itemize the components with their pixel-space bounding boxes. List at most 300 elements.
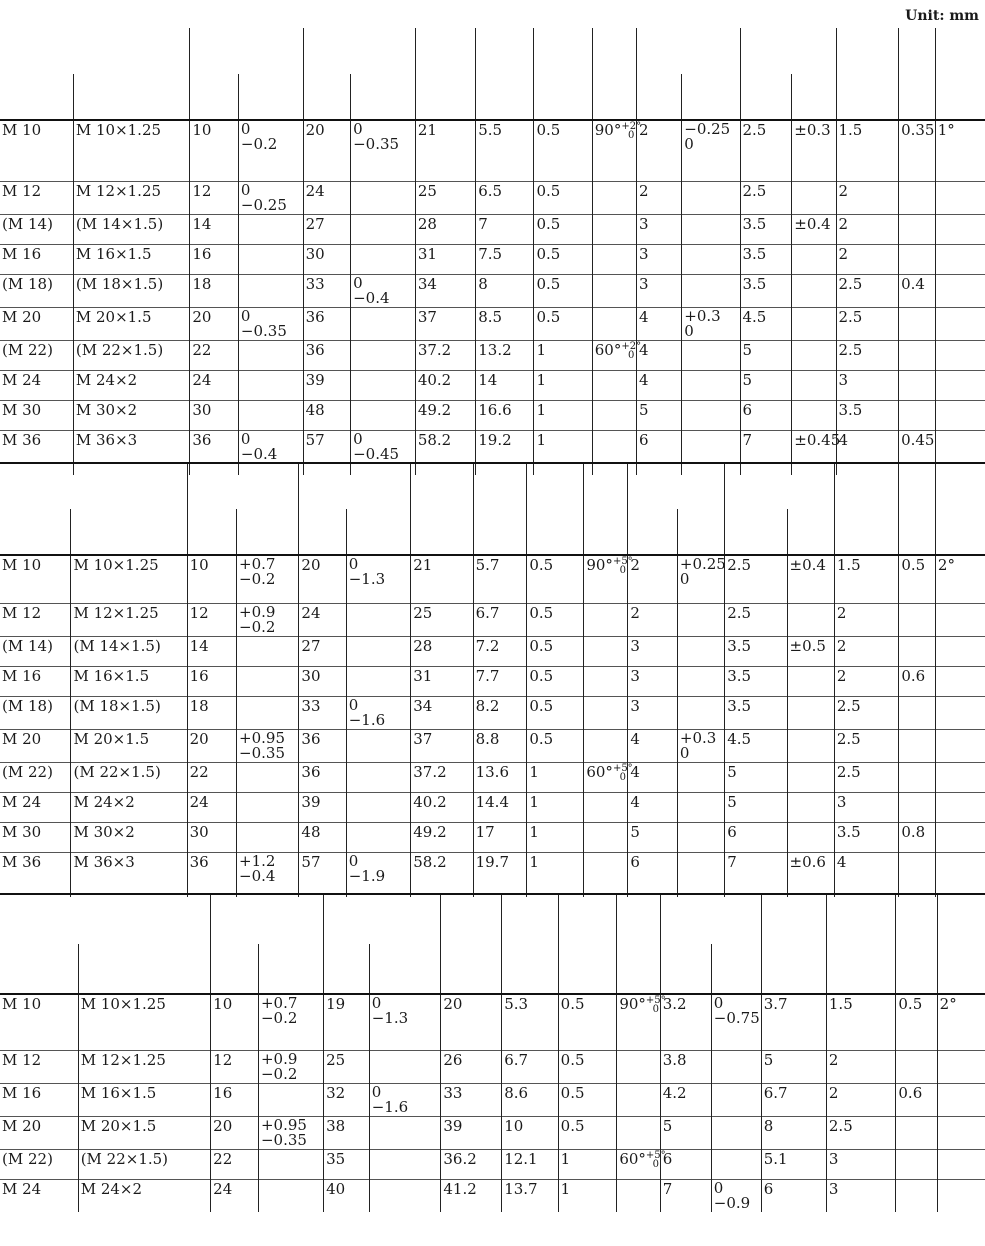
ef-max-header xyxy=(899,74,936,120)
cell-a-t xyxy=(677,729,724,762)
cell-z xyxy=(834,729,899,762)
cell-c xyxy=(558,1083,617,1116)
col-a-header xyxy=(660,894,761,944)
value-b-b: 4.5 xyxy=(727,729,752,748)
cell-dpk xyxy=(411,603,473,636)
value-z: 1.5 xyxy=(828,995,853,1013)
cell-dk-t xyxy=(346,696,411,729)
value-fine: M 16×1.5 xyxy=(75,244,152,263)
value-ef: 0.45 xyxy=(901,430,935,449)
cell-k xyxy=(473,729,527,762)
cell-dk-b xyxy=(299,666,346,696)
value-z: 2 xyxy=(836,603,847,622)
cell-dk-b xyxy=(299,555,346,603)
cell-theta xyxy=(592,370,636,400)
value-dpk: 58.2 xyxy=(417,430,452,449)
cell-ef xyxy=(899,666,936,696)
cell-c xyxy=(534,340,592,370)
tolerance-value: +0.25 0 xyxy=(679,555,726,588)
col-b-min-header xyxy=(761,944,826,994)
cell-c xyxy=(558,1149,617,1179)
dpk-reference-header xyxy=(441,944,502,994)
tolerance-value: 0 −0.75 xyxy=(713,994,760,1027)
cell-dk-b xyxy=(324,994,370,1050)
value-c: 0.5 xyxy=(560,1050,585,1069)
value-c: 0.5 xyxy=(529,696,554,715)
dk-tolerance-header xyxy=(369,944,441,994)
cell-theta xyxy=(617,1179,660,1212)
ds-tolerance-header xyxy=(238,74,303,120)
cell-coarse xyxy=(0,792,71,822)
value-dk-b: 33 xyxy=(301,696,321,715)
col-a-basic-header xyxy=(660,944,711,994)
cell-coarse xyxy=(0,1149,78,1179)
value-a-b: 4 xyxy=(630,762,640,781)
cell-ef xyxy=(899,822,936,852)
cell-theta xyxy=(592,244,636,274)
table-row xyxy=(0,994,985,1050)
value-k: 6.5 xyxy=(478,181,503,200)
value-ds-b: 22 xyxy=(213,1149,233,1168)
value-k: 14.4 xyxy=(475,792,509,811)
value-fine: (M 22×1.5) xyxy=(75,340,164,359)
value-dpk: 28 xyxy=(413,636,433,655)
cell-ds-t xyxy=(238,244,303,274)
cell-g xyxy=(935,603,985,636)
table-row xyxy=(0,214,985,244)
cell-ds-b xyxy=(187,555,236,603)
value-fine: M 30×2 xyxy=(75,400,138,419)
cell-z xyxy=(836,307,899,340)
cell-ef xyxy=(899,340,936,370)
cell-fine xyxy=(73,340,190,370)
g-header xyxy=(937,894,985,944)
cell-ds-t xyxy=(237,555,299,603)
cell-dpk xyxy=(415,214,475,244)
theta-header xyxy=(617,894,660,994)
table-row xyxy=(0,603,985,636)
value-z: 2 xyxy=(838,244,849,263)
value-b-b: 5 xyxy=(742,370,753,389)
value-c: 0.5 xyxy=(536,244,561,263)
theta-tolerance: +5° 0 xyxy=(612,762,633,783)
table-row xyxy=(0,822,985,852)
value-z: 3 xyxy=(828,1149,839,1168)
value-fine: (M 22×1.5) xyxy=(80,1149,169,1168)
ds-basic-header xyxy=(187,509,236,555)
cell-dk-b xyxy=(299,603,346,636)
cell-g xyxy=(937,994,985,1050)
dpk-header xyxy=(415,28,475,74)
theta-value: 90° xyxy=(594,121,622,139)
g-max-header xyxy=(935,74,985,120)
value-ds-b: 14 xyxy=(192,214,212,233)
cell-dpk xyxy=(411,822,473,852)
cell-a-b xyxy=(636,274,681,307)
cell-c xyxy=(558,1179,617,1212)
value-k: 7.5 xyxy=(478,244,503,263)
value-dpk: 25 xyxy=(417,181,437,200)
cell-coarse xyxy=(0,603,71,636)
col-a-tolerance-header xyxy=(677,509,724,555)
tolerance-value: 0 −0.4 xyxy=(240,429,278,463)
value-dk-b: 20 xyxy=(301,556,321,574)
cell-ds-t xyxy=(237,696,299,729)
value-k: 19.2 xyxy=(478,430,512,449)
cell-dk-t xyxy=(351,120,416,181)
cell-k xyxy=(473,762,527,792)
table-row xyxy=(0,1050,985,1083)
coarse-header xyxy=(0,74,73,120)
cell-fine xyxy=(73,400,190,430)
ds-header xyxy=(190,28,303,74)
cell-b-b xyxy=(740,214,792,244)
theta-header xyxy=(584,463,628,555)
cell-z xyxy=(826,1149,896,1179)
cell-c xyxy=(534,181,592,214)
value-dk-b: 57 xyxy=(301,852,321,871)
value-c: 0.5 xyxy=(529,729,554,748)
value-b-b: 2.5 xyxy=(727,603,752,622)
cell-b-t xyxy=(787,603,834,636)
cell-dk-b xyxy=(303,120,350,181)
cell-a-b xyxy=(660,1083,711,1116)
cell-dk-b xyxy=(299,822,346,852)
cell-theta xyxy=(592,181,636,214)
col-a-basic-header xyxy=(628,509,677,555)
cell-a-t xyxy=(711,1149,761,1179)
k-header xyxy=(476,28,534,74)
value-coarse: M 12 xyxy=(2,1050,42,1069)
dk-header xyxy=(303,28,415,74)
cell-b-t xyxy=(792,181,836,214)
cell-dk-b xyxy=(299,762,346,792)
value-fine: M 36×3 xyxy=(73,852,135,871)
ds-tolerance-header xyxy=(237,509,299,555)
cell-a-t xyxy=(682,340,740,370)
cell-g xyxy=(935,214,985,244)
tolerance-value: +0.9 −0.2 xyxy=(260,1049,298,1083)
value-fine: M 10×1.25 xyxy=(75,121,162,139)
value-b-b: 3.5 xyxy=(742,214,767,233)
cell-a-t xyxy=(677,822,724,852)
value-dk-b: 35 xyxy=(326,1149,346,1168)
cell-theta xyxy=(592,214,636,244)
cell-a-b xyxy=(636,340,681,370)
cell-a-b xyxy=(636,400,681,430)
value-ef: 0.6 xyxy=(901,666,926,685)
value-dk-b: 24 xyxy=(301,603,321,622)
cell-a-b xyxy=(628,666,677,696)
c-header xyxy=(534,28,592,120)
value-coarse: M 30 xyxy=(2,822,42,841)
cell-a-b xyxy=(636,370,681,400)
cell-g xyxy=(935,822,985,852)
z-header xyxy=(826,894,896,994)
ef-header xyxy=(896,894,937,944)
ds-header xyxy=(187,463,299,509)
dk-tolerance-header xyxy=(346,509,411,555)
cell-ef xyxy=(899,636,936,666)
cell-ef xyxy=(899,214,936,244)
value-ef: 0.5 xyxy=(901,556,926,574)
cell-dpk xyxy=(415,181,475,214)
cell-z xyxy=(834,762,899,792)
value-z: 2.5 xyxy=(836,729,861,748)
value-coarse: (M 14) xyxy=(2,214,53,233)
cell-dpk xyxy=(441,1149,502,1179)
value-z: 2.5 xyxy=(838,307,863,326)
cell-dpk xyxy=(441,1179,502,1212)
value-c: 0.5 xyxy=(536,274,561,293)
cell-a-b xyxy=(628,603,677,636)
value-c: 1 xyxy=(560,1179,571,1198)
k-header xyxy=(502,894,558,944)
cell-c xyxy=(534,214,592,244)
cell-dpk xyxy=(415,340,475,370)
cell-dk-t xyxy=(351,340,416,370)
ef-header xyxy=(899,463,936,509)
cell-dk-t xyxy=(346,555,411,603)
value-coarse: M 20 xyxy=(2,307,42,326)
cell-fine xyxy=(78,994,210,1050)
cell-a-t xyxy=(711,1050,761,1083)
cell-b-b xyxy=(761,1083,826,1116)
value-fine: (M 14×1.5) xyxy=(73,636,161,655)
cell-b-b xyxy=(725,603,787,636)
cell-coarse xyxy=(0,1050,78,1083)
cell-a-b xyxy=(660,994,711,1050)
value-fine: M 10×1.25 xyxy=(73,556,159,574)
cell-theta xyxy=(592,274,636,307)
value-z: 3 xyxy=(828,1179,839,1198)
cell-a-t xyxy=(711,1083,761,1116)
value-a-b: 3.8 xyxy=(662,1050,687,1069)
table-row xyxy=(0,852,985,897)
cell-b-b xyxy=(725,792,787,822)
cell-fine xyxy=(71,666,187,696)
cell-c xyxy=(558,1116,617,1149)
cell-ds-t xyxy=(258,1050,323,1083)
cell-theta xyxy=(592,120,642,181)
value-z: 2 xyxy=(836,636,847,655)
designation-header xyxy=(0,28,190,74)
value-fine: M 30×2 xyxy=(73,822,135,841)
value-dpk: 39 xyxy=(443,1116,463,1135)
g-header xyxy=(935,463,985,509)
value-c: 1 xyxy=(529,822,539,841)
value-z: 1.5 xyxy=(836,556,861,574)
value-dk-b: 20 xyxy=(305,121,325,139)
value-coarse: (M 22) xyxy=(2,762,53,781)
cell-dpk xyxy=(411,852,473,897)
header-row-primary xyxy=(0,894,985,944)
cell-theta xyxy=(617,994,666,1050)
cell-k xyxy=(476,370,534,400)
value-g: 2° xyxy=(937,556,955,574)
cell-dk-t xyxy=(351,274,416,307)
value-c: 0.5 xyxy=(529,666,554,685)
value-ef: 0.5 xyxy=(898,995,923,1013)
value-b-b: 2.5 xyxy=(742,121,767,139)
cell-z xyxy=(826,994,896,1050)
cell-dpk xyxy=(411,666,473,696)
col-a-tolerance-header xyxy=(682,74,740,120)
cell-coarse xyxy=(0,994,78,1050)
cell-ds-t xyxy=(238,120,303,181)
value-k: 16.6 xyxy=(478,400,512,419)
cell-dk-b xyxy=(299,696,346,729)
value-k: 5.5 xyxy=(478,121,503,139)
cell-dk-t xyxy=(351,214,416,244)
value-dk-b: 48 xyxy=(305,400,325,419)
cell-ef xyxy=(899,762,936,792)
value-ds-b: 24 xyxy=(189,792,209,811)
value-fine: M 12×1.25 xyxy=(80,1050,166,1069)
tolerance-value: +0.7 −0.2 xyxy=(239,555,276,588)
cell-z xyxy=(836,274,899,307)
value-dk-b: 27 xyxy=(305,214,325,233)
cell-ds-b xyxy=(187,729,236,762)
table-row xyxy=(0,340,985,370)
cell-b-t xyxy=(787,729,834,762)
value-c: 1 xyxy=(536,430,547,449)
cell-z xyxy=(826,1179,896,1212)
cell-ef xyxy=(896,1149,937,1179)
cell-g xyxy=(935,274,985,307)
table-row xyxy=(0,181,985,214)
cell-g xyxy=(935,696,985,729)
cell-dpk xyxy=(415,244,475,274)
g-header xyxy=(935,28,985,74)
value-b-b: 5.1 xyxy=(763,1149,788,1168)
cell-a-b xyxy=(636,181,681,214)
value-fine: (M 18×1.5) xyxy=(75,274,164,293)
cell-b-t xyxy=(792,274,836,307)
cell-ef xyxy=(899,852,936,897)
value-k: 13.2 xyxy=(478,340,512,359)
value-dk-b: 32 xyxy=(326,1083,346,1102)
value-dk-b: 38 xyxy=(326,1116,346,1135)
cell-a-b xyxy=(628,822,677,852)
cell-a-t xyxy=(682,400,740,430)
cell-c xyxy=(534,307,592,340)
cell-dk-b xyxy=(303,181,350,214)
tolerance-value: 0 −0.9 xyxy=(713,1178,751,1212)
cell-a-b xyxy=(628,696,677,729)
cell-dpk xyxy=(411,729,473,762)
cell-dk-b xyxy=(303,244,350,274)
cell-theta xyxy=(584,822,628,852)
cell-theta xyxy=(584,636,628,666)
cell-b-t xyxy=(787,822,834,852)
value-ds-b: 18 xyxy=(189,696,209,715)
dk-basic-header xyxy=(303,74,350,120)
cell-fine xyxy=(71,822,187,852)
cell-c xyxy=(527,666,584,696)
cell-coarse xyxy=(0,1083,78,1116)
cell-g xyxy=(935,340,985,370)
value-b-t: ±0.4 xyxy=(789,556,826,574)
cell-ef xyxy=(899,603,936,636)
table-row xyxy=(0,1116,985,1149)
cell-ef xyxy=(899,400,936,430)
value-coarse: (M 14) xyxy=(2,636,53,655)
cell-fine xyxy=(73,274,190,307)
table-row xyxy=(0,729,985,762)
value-fine: M 24×2 xyxy=(75,370,138,389)
cell-b-t xyxy=(792,244,836,274)
value-coarse: M 12 xyxy=(2,181,42,200)
cell-coarse xyxy=(0,1179,78,1212)
cell-b-t xyxy=(787,555,834,603)
cell-z xyxy=(834,636,899,666)
cell-a-t xyxy=(682,274,740,307)
cell-a-t xyxy=(677,666,724,696)
cell-b-b xyxy=(725,555,787,603)
cell-dpk xyxy=(415,120,475,181)
cell-b-t xyxy=(792,307,836,340)
cell-dk-t xyxy=(351,244,416,274)
cell-fine xyxy=(73,120,190,181)
value-c: 0.5 xyxy=(560,1083,585,1102)
value-a-b: 4 xyxy=(638,340,649,359)
cell-c xyxy=(534,400,592,430)
cell-g xyxy=(937,1083,985,1116)
value-b-b: 2.5 xyxy=(742,181,767,200)
cell-k xyxy=(473,792,527,822)
value-c: 0.5 xyxy=(529,556,554,574)
table-row xyxy=(0,1149,985,1179)
value-z: 2 xyxy=(838,181,849,200)
cell-a-t xyxy=(711,994,761,1050)
value-ds-b: 16 xyxy=(213,1083,233,1102)
value-c: 1 xyxy=(529,762,539,781)
value-fine: M 12×1.25 xyxy=(73,603,159,622)
dpk-reference-header xyxy=(415,74,475,120)
value-dk-b: 36 xyxy=(301,729,321,748)
cell-dpk xyxy=(415,370,475,400)
cell-k xyxy=(502,1083,558,1116)
value-a-b: 6 xyxy=(662,1149,673,1168)
cell-coarse xyxy=(0,181,73,214)
value-k: 14 xyxy=(478,370,498,389)
theta-value: 60° xyxy=(619,1149,646,1168)
cell-dpk xyxy=(441,1083,502,1116)
cell-g xyxy=(935,181,985,214)
cell-k xyxy=(473,822,527,852)
value-ds-b: 16 xyxy=(189,666,209,685)
cell-dpk xyxy=(411,696,473,729)
value-dk-b: 33 xyxy=(305,274,325,293)
value-a-b: 5 xyxy=(630,822,640,841)
value-a-b: 4 xyxy=(630,792,640,811)
value-dpk: 21 xyxy=(413,556,433,574)
value-ds-b: 10 xyxy=(189,556,209,574)
cell-dk-t xyxy=(369,1149,441,1179)
cell-fine xyxy=(78,1149,210,1179)
cell-g xyxy=(935,244,985,274)
coarse-header xyxy=(0,944,78,994)
value-ds-b: 24 xyxy=(192,370,212,389)
cell-coarse xyxy=(0,762,71,792)
cell-z xyxy=(834,852,899,897)
value-ef: 0.4 xyxy=(901,274,925,293)
value-a-b: 2 xyxy=(630,556,640,574)
ef-max-header xyxy=(896,944,937,994)
cell-fine xyxy=(71,852,187,897)
value-z: 3 xyxy=(838,370,849,389)
